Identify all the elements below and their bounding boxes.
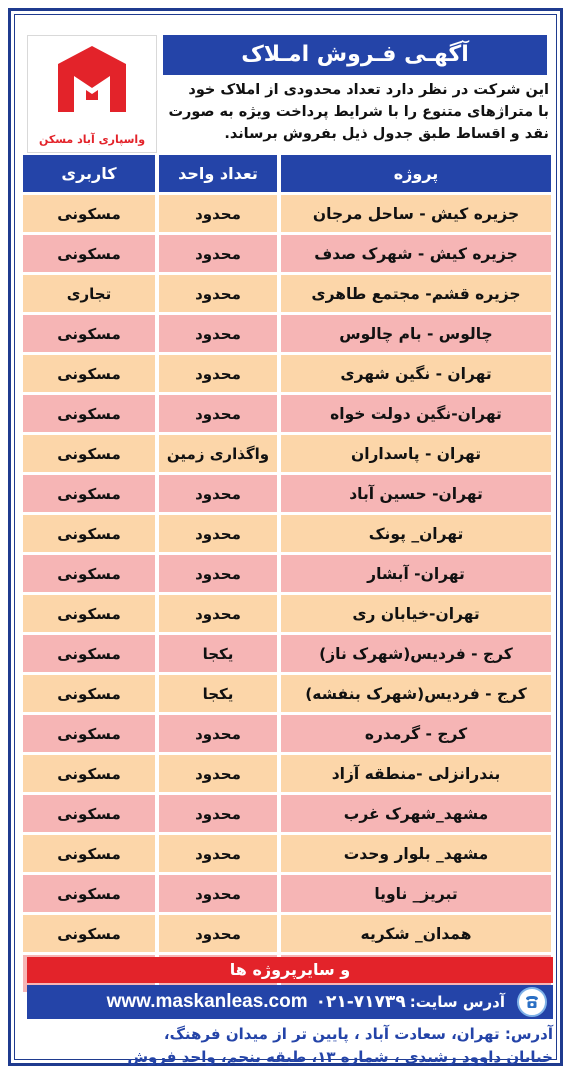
cell-usage: مسکونی [23, 635, 155, 672]
cell-project: تهران - نگین شهری [281, 355, 551, 392]
table-header-row [23, 155, 551, 192]
table-row [23, 355, 551, 392]
logo-mark-icon [52, 42, 132, 122]
table-row [23, 915, 551, 952]
table-row [23, 475, 551, 512]
table-row [23, 395, 551, 432]
table-row [23, 235, 551, 272]
cell-project: تهران-نگین دولت خواه [281, 395, 551, 432]
projects-table [23, 155, 551, 995]
cell-usage: مسکونی [23, 835, 155, 872]
cell-units: محدود [159, 395, 277, 432]
cell-units: محدود [159, 715, 277, 752]
table-row [23, 435, 551, 472]
cell-usage: مسکونی [23, 475, 155, 512]
cell-units: محدود [159, 475, 277, 512]
cell-project: تهران - پاسداران [281, 435, 551, 472]
cell-units: واگذاری زمین [159, 435, 277, 472]
ad-frame [8, 8, 563, 1066]
cell-usage: مسکونی [23, 915, 155, 952]
intro-line: نقد و اقساط طبق جدول ذیل بفروش برساند. [224, 126, 549, 142]
table-body [23, 195, 551, 992]
table-row [23, 555, 551, 592]
cell-units: یکجا [159, 675, 277, 712]
header-project: پروژه [281, 155, 551, 192]
table-row [23, 195, 551, 232]
ad-inner-border [14, 14, 557, 1066]
cell-usage: مسکونی [23, 755, 155, 792]
cell-units: محدود [159, 835, 277, 872]
cell-project: جزیره کیش - ساحل مرجان [281, 195, 551, 232]
cell-units: محدود [159, 195, 277, 232]
address-block [27, 1023, 553, 1069]
logo-caption: واسپاری آباد مسکن [38, 133, 146, 146]
cell-project: مشهد_ بلوار وحدت [281, 835, 551, 872]
site-label: آدرس سایت: [409, 993, 505, 1011]
table-row [23, 275, 551, 312]
intro-line: با متراژهای متنوع را با شرایط پرداخت ویژه به صورت [168, 104, 549, 120]
table-row [23, 875, 551, 912]
cell-units: محدود [159, 755, 277, 792]
cell-units: محدود [159, 315, 277, 352]
cell-usage: مسکونی [23, 595, 155, 632]
header-usage: کاربری [23, 155, 155, 192]
cell-project: تهران- حسین آباد [281, 475, 551, 512]
cell-usage: مسکونی [23, 875, 155, 912]
address-line: آدرس: تهران، سعادت آباد ، پایین تر از میدان فرهنگ، [163, 1025, 553, 1043]
table-row [23, 315, 551, 352]
cell-project: تهران-خیابان ری [281, 595, 551, 632]
cell-units: محدود [159, 795, 277, 832]
cell-units: محدود [159, 915, 277, 952]
phone-number[interactable]: ۰۲۱-۷۱۷۳۹ [315, 992, 406, 1012]
table-row [23, 675, 551, 712]
intro-line: این شرکت در نظر دارد تعداد محدودی از املاک خود [188, 82, 549, 98]
telephone-icon [517, 987, 547, 1017]
cell-usage: مسکونی [23, 395, 155, 432]
cell-units: محدود [159, 355, 277, 392]
cell-units: محدود [159, 875, 277, 912]
cell-project: تبریز_ ناویا [281, 875, 551, 912]
table-row [23, 755, 551, 792]
table-row [23, 595, 551, 632]
table-row [23, 715, 551, 752]
cell-project: چالوس - بام چالوس [281, 315, 551, 352]
intro-text [163, 79, 549, 145]
cell-usage: مسکونی [23, 195, 155, 232]
more-projects-banner: و سایرپروژه ها [27, 957, 553, 983]
cell-usage: مسکونی [23, 515, 155, 552]
cell-units: محدود [159, 235, 277, 272]
cell-usage: مسکونی [23, 355, 155, 392]
contact-bar [27, 985, 553, 1019]
table-row [23, 835, 551, 872]
table-row [23, 635, 551, 672]
cell-usage: مسکونی [23, 435, 155, 472]
cell-usage: مسکونی [23, 675, 155, 712]
cell-project: تهران_ پونک [281, 515, 551, 552]
cell-project: جزیره کیش - شهرک صدف [281, 235, 551, 272]
cell-project: تهران- آبشار [281, 555, 551, 592]
header-units: تعداد واحد [159, 155, 277, 192]
table-row [23, 515, 551, 552]
cell-units: محدود [159, 595, 277, 632]
cell-units: یکجا [159, 635, 277, 672]
website-link[interactable]: www.maskanleas.com [106, 991, 308, 1012]
cell-usage: مسکونی [23, 715, 155, 752]
cell-units: محدود [159, 275, 277, 312]
cell-units: محدود [159, 555, 277, 592]
cell-project: جزیره قشم- مجتمع طاهری [281, 275, 551, 312]
cell-units: محدود [159, 515, 277, 552]
cell-project: کرج - گرمدره [281, 715, 551, 752]
ad-title: آگهـی فـروش امـلاک [163, 35, 547, 75]
cell-usage: تجاری [23, 275, 155, 312]
cell-project: کرج - فردیس(شهرک ناز) [281, 635, 551, 672]
cell-usage: مسکونی [23, 555, 155, 592]
cell-usage: مسکونی [23, 235, 155, 272]
table-row [23, 795, 551, 832]
cell-usage: مسکونی [23, 315, 155, 352]
cell-project: همدان_ شکریه [281, 915, 551, 952]
cell-project: مشهد_شهرک غرب [281, 795, 551, 832]
company-logo [27, 35, 157, 153]
cell-project: بندرانزلی -منطقه آزاد [281, 755, 551, 792]
cell-usage: مسکونی [23, 795, 155, 832]
address-line: خیابان داوود رشیدی ، شماره ۱۳، طبقه پنجم، واحد فروش [127, 1048, 553, 1066]
cell-project: کرج - فردیس(شهرک بنفشه) [281, 675, 551, 712]
